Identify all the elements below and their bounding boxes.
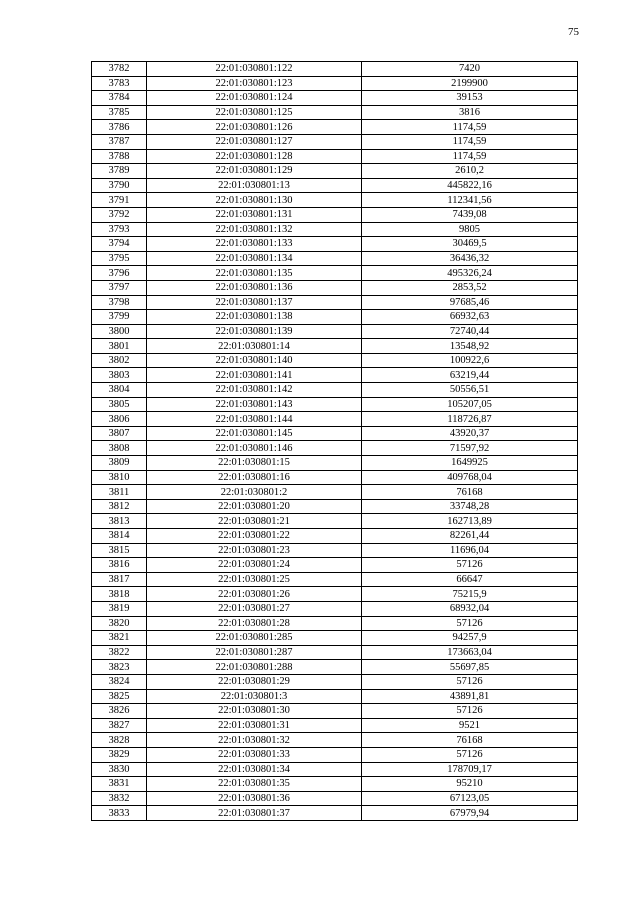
cadastral-value-cell: 68932,04: [362, 601, 578, 616]
cadastral-number-cell: 22:01:030801:288: [147, 660, 362, 675]
row-number-cell: 3831: [92, 777, 147, 792]
row-number-cell: 3807: [92, 426, 147, 441]
cadastral-number-cell: 22:01:030801:125: [147, 105, 362, 120]
table-row: [92, 178, 578, 193]
table-row: [92, 616, 578, 631]
table-row: [92, 558, 578, 573]
cadastral-number-cell: 22:01:030801:144: [147, 412, 362, 427]
table-row: [92, 353, 578, 368]
cadastral-number-cell: 22:01:030801:135: [147, 266, 362, 281]
cadastral-value-cell: 118726,87: [362, 412, 578, 427]
cadastral-value-cell: 1174,59: [362, 149, 578, 164]
cadastral-value-cell: 76168: [362, 485, 578, 500]
cadastral-number-cell: 22:01:030801:26: [147, 587, 362, 602]
cadastral-value-cell: 43891,81: [362, 689, 578, 704]
cadastral-value-cell: 30469,5: [362, 237, 578, 252]
row-number-cell: 3809: [92, 456, 147, 471]
row-number-cell: 3790: [92, 178, 147, 193]
cadastral-value-cell: 76168: [362, 733, 578, 748]
cadastral-number-cell: 22:01:030801:140: [147, 353, 362, 368]
table-row: [92, 310, 578, 325]
table-row: [92, 529, 578, 544]
cadastral-number-cell: 22:01:030801:30: [147, 704, 362, 719]
table-row: [92, 572, 578, 587]
cadastral-value-cell: 7439,08: [362, 207, 578, 222]
table-row: [92, 441, 578, 456]
row-number-cell: 3817: [92, 572, 147, 587]
cadastral-value-cell: 66647: [362, 572, 578, 587]
cadastral-number-cell: 22:01:030801:287: [147, 645, 362, 660]
table-row: [92, 295, 578, 310]
cadastral-value-cell: 57126: [362, 616, 578, 631]
cadastral-number-cell: 22:01:030801:138: [147, 310, 362, 325]
cadastral-value-cell: 43920,37: [362, 426, 578, 441]
cadastral-value-cell: 57126: [362, 747, 578, 762]
table-row: [92, 470, 578, 485]
cadastral-number-cell: 22:01:030801:35: [147, 777, 362, 792]
row-number-cell: 3805: [92, 397, 147, 412]
cadastral-number-cell: 22:01:030801:126: [147, 120, 362, 135]
cadastral-value-cell: 112341,56: [362, 193, 578, 208]
row-number-cell: 3784: [92, 91, 147, 106]
cadastral-value-cell: 71597,92: [362, 441, 578, 456]
cadastral-value-cell: 409768,04: [362, 470, 578, 485]
cadastral-number-cell: 22:01:030801:37: [147, 806, 362, 821]
cadastral-number-cell: 22:01:030801:32: [147, 733, 362, 748]
table-body: [92, 62, 578, 821]
row-number-cell: 3824: [92, 674, 147, 689]
cadastral-number-cell: 22:01:030801:36: [147, 791, 362, 806]
cadastral-value-cell: 162713,89: [362, 514, 578, 529]
table-row: [92, 266, 578, 281]
cadastral-value-cell: 2610,2: [362, 164, 578, 179]
cadastral-number-cell: 22:01:030801:136: [147, 280, 362, 295]
row-number-cell: 3796: [92, 266, 147, 281]
cadastral-number-cell: 22:01:030801:16: [147, 470, 362, 485]
table-row: [92, 105, 578, 120]
cadastral-number-cell: 22:01:030801:132: [147, 222, 362, 237]
cadastral-number-cell: 22:01:030801:124: [147, 91, 362, 106]
cadastral-value-cell: 9805: [362, 222, 578, 237]
row-number-cell: 3789: [92, 164, 147, 179]
cadastral-number-cell: 22:01:030801:145: [147, 426, 362, 441]
row-number-cell: 3833: [92, 806, 147, 821]
row-number-cell: 3823: [92, 660, 147, 675]
cadastral-number-cell: 22:01:030801:123: [147, 76, 362, 91]
row-number-cell: 3810: [92, 470, 147, 485]
cadastral-value-cell: 2853,52: [362, 280, 578, 295]
row-number-cell: 3808: [92, 441, 147, 456]
table-row: [92, 733, 578, 748]
row-number-cell: 3788: [92, 149, 147, 164]
cadastral-number-cell: 22:01:030801:21: [147, 514, 362, 529]
table-row: [92, 368, 578, 383]
table-row: [92, 149, 578, 164]
table-row: [92, 777, 578, 792]
cadastral-number-cell: 22:01:030801:131: [147, 207, 362, 222]
cadastral-value-cell: 67979,94: [362, 806, 578, 821]
cadastral-value-table: [91, 61, 578, 821]
row-number-cell: 3801: [92, 339, 147, 354]
cadastral-value-cell: 75215,9: [362, 587, 578, 602]
cadastral-number-cell: 22:01:030801:33: [147, 747, 362, 762]
row-number-cell: 3828: [92, 733, 147, 748]
table-row: [92, 134, 578, 149]
table-row: [92, 397, 578, 412]
cadastral-value-cell: 50556,51: [362, 383, 578, 398]
cadastral-number-cell: 22:01:030801:143: [147, 397, 362, 412]
table-row: [92, 791, 578, 806]
cadastral-number-cell: 22:01:030801:34: [147, 762, 362, 777]
table-row: [92, 601, 578, 616]
cadastral-value-cell: 495326,24: [362, 266, 578, 281]
table-row: [92, 689, 578, 704]
cadastral-value-cell: 1649925: [362, 456, 578, 471]
row-number-cell: 3827: [92, 718, 147, 733]
row-number-cell: 3815: [92, 543, 147, 558]
row-number-cell: 3826: [92, 704, 147, 719]
table-row: [92, 631, 578, 646]
cadastral-value-cell: 39153: [362, 91, 578, 106]
row-number-cell: 3791: [92, 193, 147, 208]
row-number-cell: 3816: [92, 558, 147, 573]
table-row: [92, 762, 578, 777]
table-row: [92, 718, 578, 733]
cadastral-number-cell: 22:01:030801:14: [147, 339, 362, 354]
cadastral-value-cell: 66932,63: [362, 310, 578, 325]
table-row: [92, 514, 578, 529]
table-row: [92, 324, 578, 339]
cadastral-value-cell: 63219,44: [362, 368, 578, 383]
row-number-cell: 3798: [92, 295, 147, 310]
row-number-cell: 3829: [92, 747, 147, 762]
cadastral-value-cell: 445822,16: [362, 178, 578, 193]
table-row: [92, 587, 578, 602]
row-number-cell: 3822: [92, 645, 147, 660]
cadastral-value-cell: 3816: [362, 105, 578, 120]
row-number-cell: 3786: [92, 120, 147, 135]
cadastral-value-cell: 72740,44: [362, 324, 578, 339]
table-row: [92, 704, 578, 719]
cadastral-number-cell: 22:01:030801:3: [147, 689, 362, 704]
cadastral-value-cell: 7420: [362, 62, 578, 77]
cadastral-number-cell: 22:01:030801:15: [147, 456, 362, 471]
cadastral-value-cell: 67123,05: [362, 791, 578, 806]
row-number-cell: 3806: [92, 412, 147, 427]
table-row: [92, 91, 578, 106]
row-number-cell: 3792: [92, 207, 147, 222]
cadastral-value-cell: 82261,44: [362, 529, 578, 544]
cadastral-value-cell: 55697,85: [362, 660, 578, 675]
cadastral-number-cell: 22:01:030801:122: [147, 62, 362, 77]
cadastral-number-cell: 22:01:030801:13: [147, 178, 362, 193]
cadastral-number-cell: 22:01:030801:142: [147, 383, 362, 398]
row-number-cell: 3800: [92, 324, 147, 339]
cadastral-number-cell: 22:01:030801:133: [147, 237, 362, 252]
row-number-cell: 3802: [92, 353, 147, 368]
cadastral-value-cell: 94257,9: [362, 631, 578, 646]
row-number-cell: 3804: [92, 383, 147, 398]
row-number-cell: 3832: [92, 791, 147, 806]
page-number: 75: [568, 26, 579, 38]
cadastral-number-cell: 22:01:030801:128: [147, 149, 362, 164]
table-row: [92, 660, 578, 675]
row-number-cell: 3811: [92, 485, 147, 500]
table-row: [92, 645, 578, 660]
cadastral-number-cell: 22:01:030801:27: [147, 601, 362, 616]
cadastral-number-cell: 22:01:030801:130: [147, 193, 362, 208]
row-number-cell: 3814: [92, 529, 147, 544]
table-row: [92, 412, 578, 427]
cadastral-number-cell: 22:01:030801:22: [147, 529, 362, 544]
table-row: [92, 426, 578, 441]
cadastral-number-cell: 22:01:030801:137: [147, 295, 362, 310]
cadastral-value-cell: 1174,59: [362, 134, 578, 149]
row-number-cell: 3782: [92, 62, 147, 77]
cadastral-value-cell: 105207,05: [362, 397, 578, 412]
table-row: [92, 543, 578, 558]
table-row: [92, 120, 578, 135]
cadastral-number-cell: 22:01:030801:31: [147, 718, 362, 733]
row-number-cell: 3794: [92, 237, 147, 252]
cadastral-number-cell: 22:01:030801:146: [147, 441, 362, 456]
cadastral-value-cell: 57126: [362, 704, 578, 719]
row-number-cell: 3797: [92, 280, 147, 295]
row-number-cell: 3825: [92, 689, 147, 704]
cadastral-number-cell: 22:01:030801:129: [147, 164, 362, 179]
cadastral-value-cell: 178709,17: [362, 762, 578, 777]
row-number-cell: 3785: [92, 105, 147, 120]
cadastral-value-cell: 36436,32: [362, 251, 578, 266]
cadastral-value-cell: 9521: [362, 718, 578, 733]
cadastral-value-cell: 57126: [362, 674, 578, 689]
cadastral-number-cell: 22:01:030801:23: [147, 543, 362, 558]
row-number-cell: 3799: [92, 310, 147, 325]
table-row: [92, 456, 578, 471]
table-row: [92, 222, 578, 237]
table-row: [92, 674, 578, 689]
cadastral-value-cell: 2199900: [362, 76, 578, 91]
row-number-cell: 3818: [92, 587, 147, 602]
row-number-cell: 3820: [92, 616, 147, 631]
row-number-cell: 3812: [92, 499, 147, 514]
cadastral-number-cell: 22:01:030801:127: [147, 134, 362, 149]
row-number-cell: 3793: [92, 222, 147, 237]
table-row: [92, 383, 578, 398]
cadastral-value-cell: 100922,6: [362, 353, 578, 368]
row-number-cell: 3819: [92, 601, 147, 616]
table-row: [92, 237, 578, 252]
table-row: [92, 280, 578, 295]
cadastral-number-cell: 22:01:030801:25: [147, 572, 362, 587]
cadastral-value-cell: 33748,28: [362, 499, 578, 514]
cadastral-number-cell: 22:01:030801:139: [147, 324, 362, 339]
cadastral-value-cell: 57126: [362, 558, 578, 573]
table-row: [92, 251, 578, 266]
table-row: [92, 164, 578, 179]
row-number-cell: 3830: [92, 762, 147, 777]
row-number-cell: 3783: [92, 76, 147, 91]
row-number-cell: 3795: [92, 251, 147, 266]
cadastral-number-cell: 22:01:030801:20: [147, 499, 362, 514]
cadastral-value-cell: 11696,04: [362, 543, 578, 558]
cadastral-number-cell: 22:01:030801:134: [147, 251, 362, 266]
row-number-cell: 3813: [92, 514, 147, 529]
row-number-cell: 3787: [92, 134, 147, 149]
cadastral-value-cell: 95210: [362, 777, 578, 792]
cadastral-number-cell: 22:01:030801:24: [147, 558, 362, 573]
row-number-cell: 3821: [92, 631, 147, 646]
table-row: [92, 62, 578, 77]
row-number-cell: 3803: [92, 368, 147, 383]
cadastral-value-cell: 97685,46: [362, 295, 578, 310]
cadastral-number-cell: 22:01:030801:285: [147, 631, 362, 646]
table-row: [92, 485, 578, 500]
cadastral-value-cell: 13548,92: [362, 339, 578, 354]
table-row: [92, 193, 578, 208]
cadastral-number-cell: 22:01:030801:29: [147, 674, 362, 689]
table-row: [92, 339, 578, 354]
table-row: [92, 499, 578, 514]
cadastral-number-cell: 22:01:030801:2: [147, 485, 362, 500]
table-row: [92, 76, 578, 91]
cadastral-value-cell: 173663,04: [362, 645, 578, 660]
cadastral-number-cell: 22:01:030801:28: [147, 616, 362, 631]
table-row: [92, 207, 578, 222]
table-row: [92, 747, 578, 762]
cadastral-value-cell: 1174,59: [362, 120, 578, 135]
table-row: [92, 806, 578, 821]
cadastral-number-cell: 22:01:030801:141: [147, 368, 362, 383]
